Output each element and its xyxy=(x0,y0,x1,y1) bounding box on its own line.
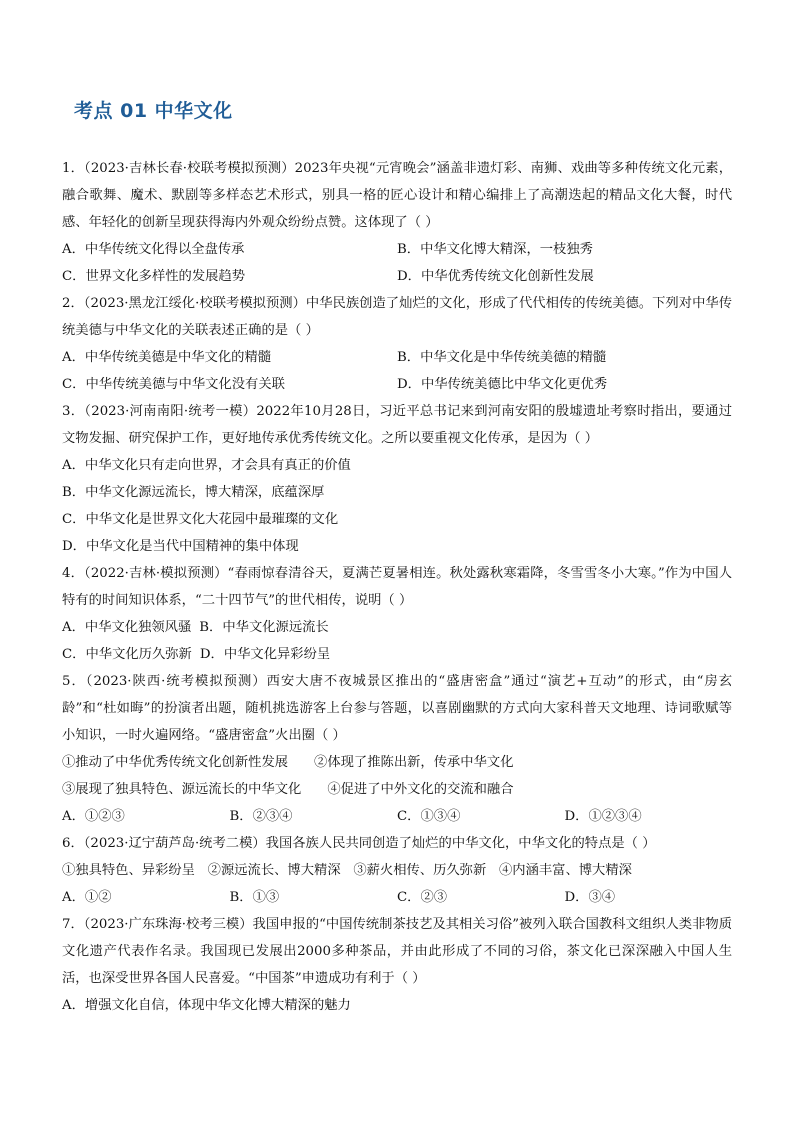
option-row xyxy=(62,803,732,830)
option-row xyxy=(62,371,732,398)
option-c: C．①③④ xyxy=(397,809,461,824)
option-a: A．①②③ xyxy=(62,809,125,824)
question-stem: 1．（2023·吉林长春·校联考模拟预测）2023年央视“元宵晚会”涵盖非遗灯彩、南狮、戏曲等多种传统文化元素，融合歌舞、魔术、默剧等多样态艺术形式，别具一格的匠心设计和精心编排上了高潮迭起的精品文化大餐，时代感、年轻化的创新呈现获得海内外观众纷纷点赞。这体现了（ ） xyxy=(62,161,732,230)
statement-2: ②体现了推陈出新，传承中华文化 xyxy=(314,755,514,770)
statement-2: ②源远流长、博大精深 xyxy=(207,863,341,878)
option-b: B．中华文化源远流长 xyxy=(199,620,329,635)
statement-1: ①推动了中华优秀传统文化创新性发展 xyxy=(62,755,289,770)
question-3 xyxy=(62,398,732,560)
question-7 xyxy=(62,911,732,1019)
option-d: D．③④ xyxy=(564,890,616,905)
question-2 xyxy=(62,290,732,398)
question-stem: 3．（2023·河南南阳·统考一模）2022年10月28日，习近平总书记来到河南安阳的殷墟遗址考察时指出，要通过文物发掘、研究保护工作，更好地传承优秀传统文化。之所以要重视文化传承，是因为（ ） xyxy=(62,404,732,446)
option-a: A．增强文化自信，体现中华文化博大精深的魅力 xyxy=(62,998,351,1013)
statement-3: ③薪火相传、历久弥新 xyxy=(353,863,487,878)
option-a: A．中华文化只有走向世界，才会具有真正的价值 xyxy=(62,458,351,473)
option-c: C．世界文化多样性的发展趋势 xyxy=(62,269,246,284)
option-row xyxy=(62,344,732,371)
option-b: B．①③ xyxy=(229,890,280,905)
question-stem: 4．（2022·吉林·模拟预测）“春雨惊春清谷天，夏满芒夏暑相连。秋处露秋寒霜降，冬雪雪冬小大寒。”作为中国人特有的时间知识体系，“二十四节气”的世代相传，说明（ ） xyxy=(62,566,732,608)
option-row xyxy=(62,641,732,668)
option-a: A．中华文化独领风骚 xyxy=(62,620,192,635)
statement-row xyxy=(62,776,732,803)
option-b: B．中华文化博大精深，一枝独秀 xyxy=(397,242,593,257)
option-b: B．②③④ xyxy=(229,809,293,824)
statement-4: ④促进了中外文化的交流和融合 xyxy=(327,782,514,797)
option-row xyxy=(62,614,732,641)
option-row xyxy=(62,263,732,290)
option-a: A．中华传统美德是中华文化的精髓 xyxy=(62,350,272,365)
option-d: D．①②③④ xyxy=(564,809,642,824)
question-stem: 7．（2023·广东珠海·校考三模）我国申报的“中国传统制茶技艺及其相关习俗”被列入联合国教科文组织人类非物质文化遗产代表作名录。我国现已发展出2000多种茶品，并由此形成了不同的习俗，茶文化已深深融入中国人生活，也深受世界各国人民喜爱。“中国茶”申遗成功有利于（ ） xyxy=(62,917,732,986)
option-b: B．中华文化源远流长，博大精深，底蕴深厚 xyxy=(62,485,325,500)
option-d: D．中华文化异彩纷呈 xyxy=(199,647,331,662)
question-5 xyxy=(62,668,732,830)
option-d: D．中华传统美德比中华文化更优秀 xyxy=(397,377,608,392)
statement-row xyxy=(62,857,732,884)
option-row xyxy=(62,236,732,263)
statement-row xyxy=(62,749,732,776)
question-4 xyxy=(62,560,732,668)
question-stem: 2．（2023·黑龙江绥化·校联考模拟预测）中华民族创造了灿烂的文化，形成了代代相传的传统美德。下列对中华传统美德与中华文化的关联表述正确的是（ ） xyxy=(62,296,732,338)
statement-4: ④内涵丰富、博大精深 xyxy=(498,863,632,878)
question-list xyxy=(62,155,732,1019)
option-c: C．中华文化是世界文化大花园中最璀璨的文化 xyxy=(62,512,339,527)
option-d: D．中华优秀传统文化创新性发展 xyxy=(397,269,594,284)
option-b: B．中华文化是中华传统美德的精髓 xyxy=(397,350,607,365)
option-c: C．中华传统美德与中华文化没有关联 xyxy=(62,377,285,392)
question-stem: 5．（2023·陕西·统考模拟预测）西安大唐不夜城景区推出的“盛唐密盒”通过“演艺+互动”的形式，由“房玄龄”和“杜如晦”的扮演者出题，随机挑选游客上台参与答题，以喜剧幽默的方式向大家科普天文地理、诗词歌赋等小知识，一时火遍网络。“盛唐密盒”火出圈（ ） xyxy=(62,674,732,743)
question-stem: 6．（2023·辽宁葫芦岛·统考二模）我国各族人民共同创造了灿烂的中华文化，中华文化的特点是（ ） xyxy=(62,836,656,851)
section-title: 考点 01 中华文化 xyxy=(74,100,233,122)
option-c: C．中华文化历久弥新 xyxy=(62,647,192,662)
option-a: A．中华传统文化得以全盘传承 xyxy=(62,242,245,257)
option-row xyxy=(62,884,732,911)
option-c: C．②③ xyxy=(397,890,448,905)
statement-3: ③展现了独具特色、源远流长的中华文化 xyxy=(62,782,302,797)
option-d: D．中华文化是当代中国精神的集中体现 xyxy=(62,539,299,554)
question-1 xyxy=(62,155,732,290)
statement-1: ①独具特色、异彩纷呈 xyxy=(62,863,195,878)
option-a: A．①② xyxy=(62,890,112,905)
question-6 xyxy=(62,830,732,911)
